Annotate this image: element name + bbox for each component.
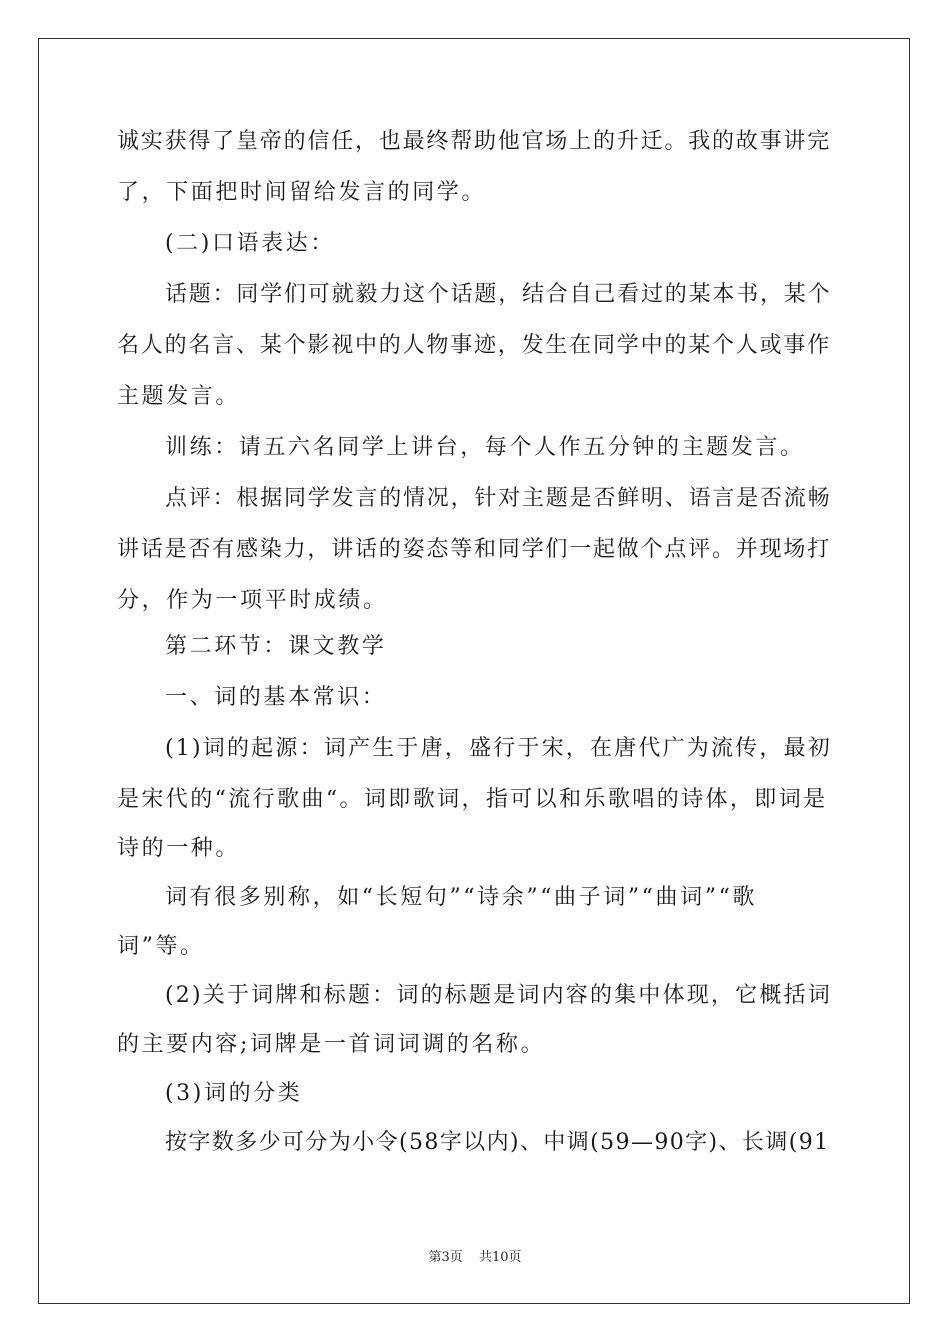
text-line: 诚实获得了皇帝的信任，也最终帮助他官场上的升迁。我的故事讲完 (117, 129, 832, 154)
page-footer (0, 1246, 950, 1265)
text-line: 词”等。 (117, 934, 205, 959)
text-line: 话题：同学们可就毅力这个话题，结合自己看过的某本书，某个 (165, 282, 832, 307)
text-line: 主题发言。 (117, 384, 241, 409)
text-line: (2)关于词牌和标题：词的标题是词内容的集中体现，它概括词 (165, 983, 832, 1008)
text-line: 词有很多别称，如“长短句”“诗余”“曲子词”“曲词”“歌 (165, 885, 758, 910)
text-line: 诗的一种。 (117, 836, 241, 861)
text-line: 按字数多少可分为小令(58字以内)、中调(59—90字)、长调(91 (165, 1130, 830, 1155)
page-number: 第3页 (428, 1250, 463, 1265)
text-line: 是宋代的“流行歌曲“。词即歌词，指可以和乐歌唱的诗体，即词是 (117, 787, 828, 812)
text-line: 分，作为一项平时成绩。 (117, 588, 388, 613)
page-total: 共10页 (478, 1250, 522, 1265)
text-line: 的主要内容;词牌是一首词词调的名称。 (117, 1032, 546, 1057)
text-line: 讲话是否有感染力，讲话的姿态等和同学们一起做个点评。并现场打 (117, 537, 832, 562)
text-line: (1)词的起源：词产生于唐，盛行于宋，在唐代广为流传，最初 (165, 736, 832, 761)
section-heading: (二)口语表达： (165, 231, 335, 256)
text-line: 了，下面把时间留给发言的同学。 (117, 180, 487, 205)
section-heading: 第二环节：课文教学 (165, 634, 387, 659)
text-line: 训练：请五六名同学上讲台，每个人作五分钟的主题发言。 (165, 435, 805, 460)
page-frame (38, 38, 910, 1304)
text-line: 名人的名言、某个影视中的人物事迹，发生在同学中的某个人或事作 (117, 333, 832, 358)
section-heading: 一、词的基本常识： (165, 685, 387, 710)
text-line: 点评：根据同学发言的情况，针对主题是否鲜明、语言是否流畅 (165, 486, 832, 511)
section-heading: (3)词的分类 (165, 1081, 303, 1106)
